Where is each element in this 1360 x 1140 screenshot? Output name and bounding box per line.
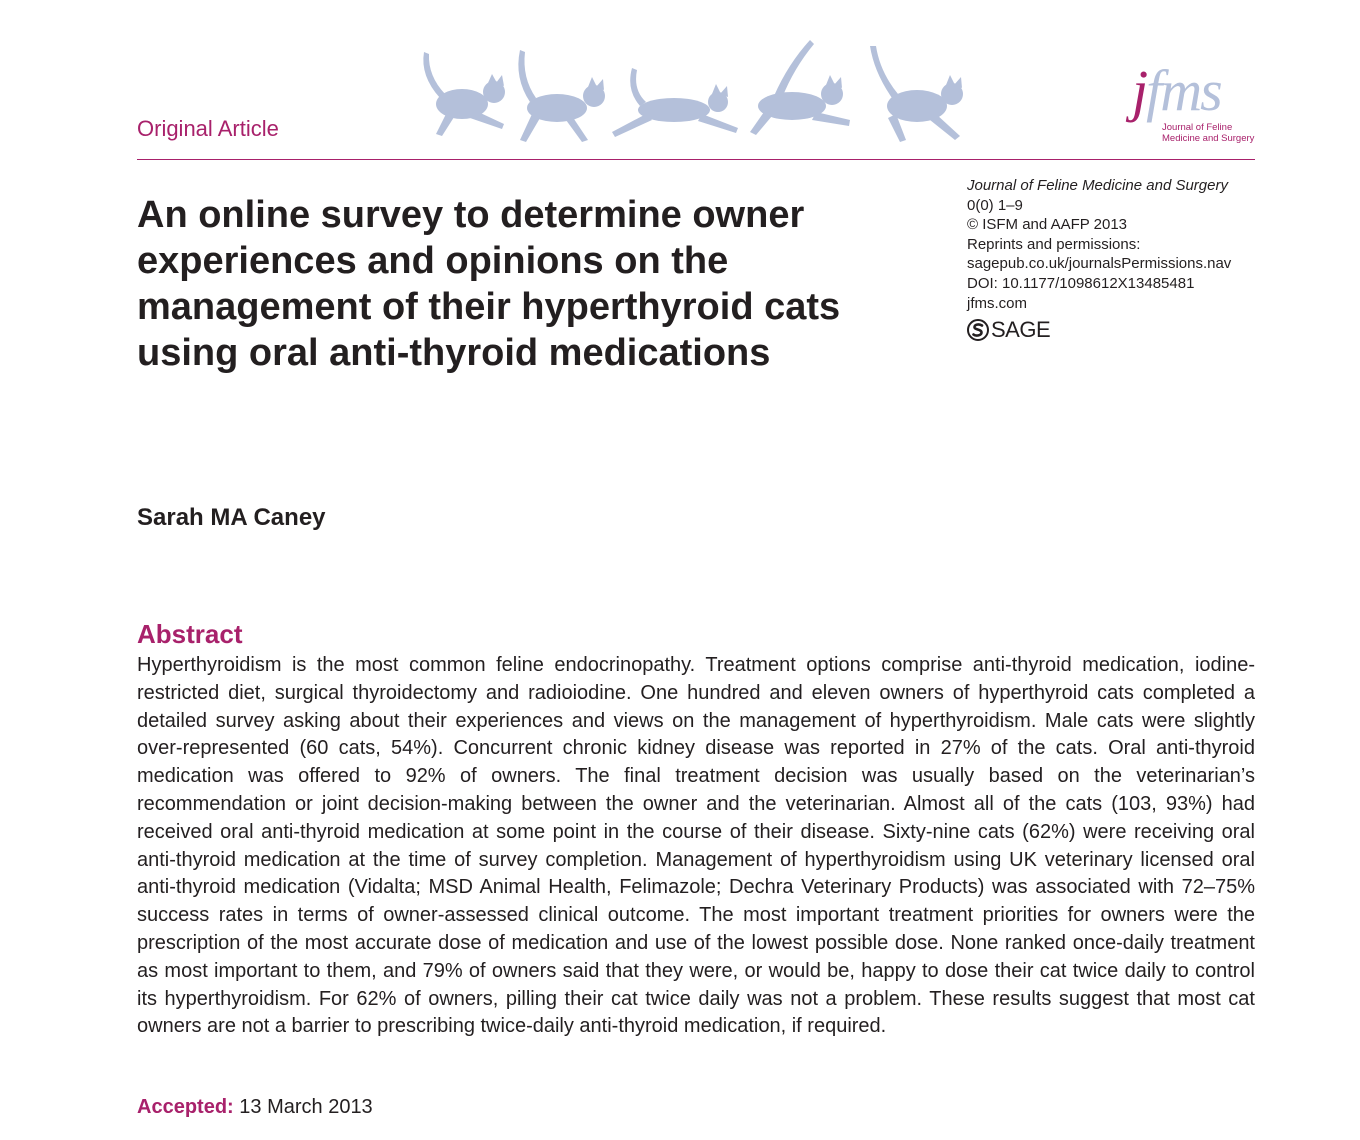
- jfms-subtitle: [1162, 122, 1254, 144]
- sage-logo: [967, 319, 1267, 341]
- author-name: Sarah MA Caney: [137, 504, 326, 531]
- journal-name: Journal of Feline Medicine and Surgery: [967, 177, 1228, 194]
- abstract-heading: Abstract: [137, 619, 243, 649]
- header-divider: [137, 159, 1255, 160]
- accepted-date: 13 March 2013: [239, 1096, 373, 1118]
- copyright: © ISFM and AAFP 2013: [967, 216, 1128, 234]
- article-title: An online survey to determine owner experiences and opinions on the management of their hyperthyroid cats using oral anti-thyroid medications: [137, 194, 841, 374]
- reprints-link[interactable]: sagepub.co.uk/journalsPermissions.nav: [967, 255, 1232, 273]
- jfms-subtitle-line2: Medicine and Surgery: [1162, 133, 1255, 144]
- article-type-label: Original Article: [137, 116, 279, 141]
- journal-site-link[interactable]: jfms.com: [967, 294, 1027, 312]
- accepted-label: Accepted:: [137, 1096, 234, 1118]
- jfms-letters-fms: fms: [1146, 58, 1221, 123]
- abstract-text: Hyperthyroidism is the most common feline endocrinopathy. Treatment options comprise anti-thyroid medication, iodine-restricted diet, surgical thyroidectomy and radioiodine. One hundred and eleven owners of hyperthyroid cats completed a detailed survey asking about their experiences and views on the management of hyperthyroidism. Male cats were slightly over-represented (60 cats, 54%). Concurrent chronic kidney disease was reported in 27% of the cats. Oral anti-thyroid medication was offered to 92% of owners. The final treatment decision was usually based on the veterinarian’s recommendation or joint decision-making between the owner and the veterinarian. Almost all of the cats (103, 93%) had received oral anti-thyroid medication at some point in the course of their disease. Sixty-nine cats (62%) were receiving oral anti-thyroid medication at the time of survey completion. Management of hyperthyroidism using UK veterinary licensed oral anti-thyroid medication (Vidalta; MSD Animal Health, Felimazole; Dechra Veterinary Products) was associated with 72–75% success rates in terms of owner-assessed clinical outcome. The most important treatment priorities for owners were the prescription of the most accurate dose of medication and use of the lowest possible dose. None ranked once-daily treatment as most important to them, and 79% of owners said that they were, or would be, happy to dose their cat twice daily to control its hyperthyroidism. For 62% of owners, pilling their cat twice daily was not a problem. These results suggest that most cat owners are not a barrier to prescribing twice-daily anti-thyroid medication, if required.: [137, 654, 1255, 1038]
- sage-wordmark: SAGE: [991, 317, 1051, 343]
- cat-silhouette-5-icon: [870, 46, 963, 142]
- cat-silhouette-3-icon: [612, 68, 738, 137]
- journal-metadata: [967, 176, 1267, 341]
- sage-emblem-icon: [967, 319, 989, 341]
- cat-silhouette-4-icon: [750, 40, 850, 135]
- reprints-label: Reprints and permissions:: [967, 235, 1141, 253]
- jfms-logo: [1128, 58, 1260, 150]
- jfms-letter-j: j: [1132, 58, 1147, 123]
- jfms-subtitle-line1: Journal of Feline: [1162, 122, 1233, 133]
- running-cats-banner-icon: [412, 36, 982, 148]
- accepted-date-line: [137, 1096, 373, 1119]
- cat-silhouette-1-icon: [423, 52, 505, 136]
- jfms-wordmark: [1132, 58, 1221, 124]
- cat-silhouette-2-icon: [518, 50, 605, 142]
- issue-pages: 0(0) 1–9: [967, 196, 1023, 214]
- doi[interactable]: DOI: 10.1177/1098612X13485481: [967, 274, 1195, 292]
